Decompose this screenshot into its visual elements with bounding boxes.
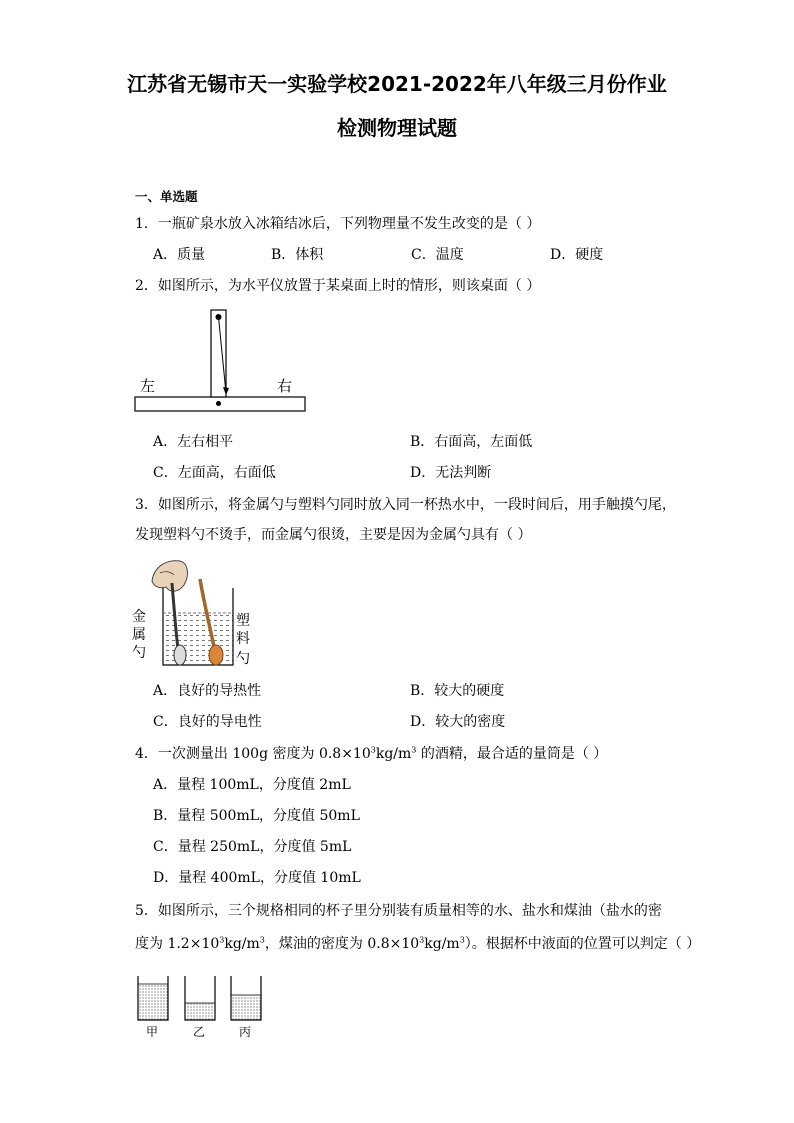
spirit-level-figure [130, 305, 315, 417]
question-5-stem-line1: 5．如图所示，三个规格相同的杯子里分别装有质量相等的水、盐水和煤油（盐水的密 [135, 903, 662, 919]
metal-label-3: 勺 [132, 645, 146, 661]
question-3-stem-line2: 发现塑料勺不烫手，而金属勺很烫，主要是因为金属勺具有（ ） [135, 527, 532, 543]
cup-label-bing: 丙 [239, 1025, 252, 1039]
q2-option-d: D．无法判断 [410, 465, 492, 481]
q2-option-a: A．左右相平 [153, 434, 234, 450]
cup-label-jia: 甲 [146, 1025, 159, 1039]
three-cups-figure [130, 970, 270, 1042]
question-3-stem-line1: 3．如图所示，将金属勺与塑料勺同时放入同一杯热水中，一段时间后，用手触摸勺尾， [135, 497, 676, 513]
metal-label-1: 金 [132, 609, 146, 625]
section-heading: 一、单选题 [135, 189, 198, 204]
q1-option-c: C．温度 [411, 247, 464, 263]
q3-option-d: D．较大的密度 [410, 714, 506, 730]
q1-option-a: A．质量 [153, 247, 206, 263]
metal-label-2: 属 [132, 627, 146, 643]
q4-option-c: C．量程 250mL，分度值 5mL [153, 839, 352, 855]
spoon-cup-figure [130, 553, 260, 671]
question-1-stem: 1．一瓶矿泉水放入冰箱结冰后，下列物理量不发生改变的是（ ） [135, 216, 541, 232]
q3-option-c: C．良好的导电性 [153, 714, 262, 730]
page-title: 江苏省无锡市天一实验学校2021-2022年八年级三月份作业 [127, 72, 667, 96]
question-4-stem: 4．一次测量出 100g 密度为 $0.8\times 10^3kg/m^3$ 的酒精，最合适的量筒是（ ） [135, 745, 608, 762]
page-title-line2: 检测物理试题 [337, 116, 457, 140]
q4-option-d: D．量程 400mL，分度值 10mL [153, 870, 361, 886]
q3-option-b: B．较大的硬度 [410, 683, 505, 699]
q1-option-d: D．硬度 [550, 247, 604, 263]
q1-option-b: B．体积 [271, 247, 324, 263]
fig-right-label: 右 [277, 377, 293, 395]
q3-option-a: A．良好的导热性 [153, 683, 262, 699]
plastic-label-3: 勺 [236, 651, 250, 667]
q2-option-c: C．左面高，右面低 [153, 465, 276, 481]
plastic-label-1: 塑 [236, 613, 250, 629]
question-5-stem-line2: 度为 $1.2\times 10^3kg/m^3$，煤油的密度为 $0.8\times 10^3kg/m^3$）。根据杯中液面的位置可以判定（ ） [135, 935, 701, 952]
cup-label-yi: 乙 [193, 1025, 206, 1039]
q2-option-b: B．右面高，左面低 [410, 434, 533, 450]
plastic-label-2: 料 [236, 631, 250, 647]
q4-option-b: B．量程 500mL，分度值 50mL [153, 808, 360, 824]
q4-option-a: A．量程 100mL，分度值 2mL [153, 777, 351, 793]
fig-left-label: 左 [140, 377, 156, 395]
question-2-stem: 2．如图所示，为水平仪放置于某桌面上时的情形，则该桌面（ ） [135, 278, 541, 294]
